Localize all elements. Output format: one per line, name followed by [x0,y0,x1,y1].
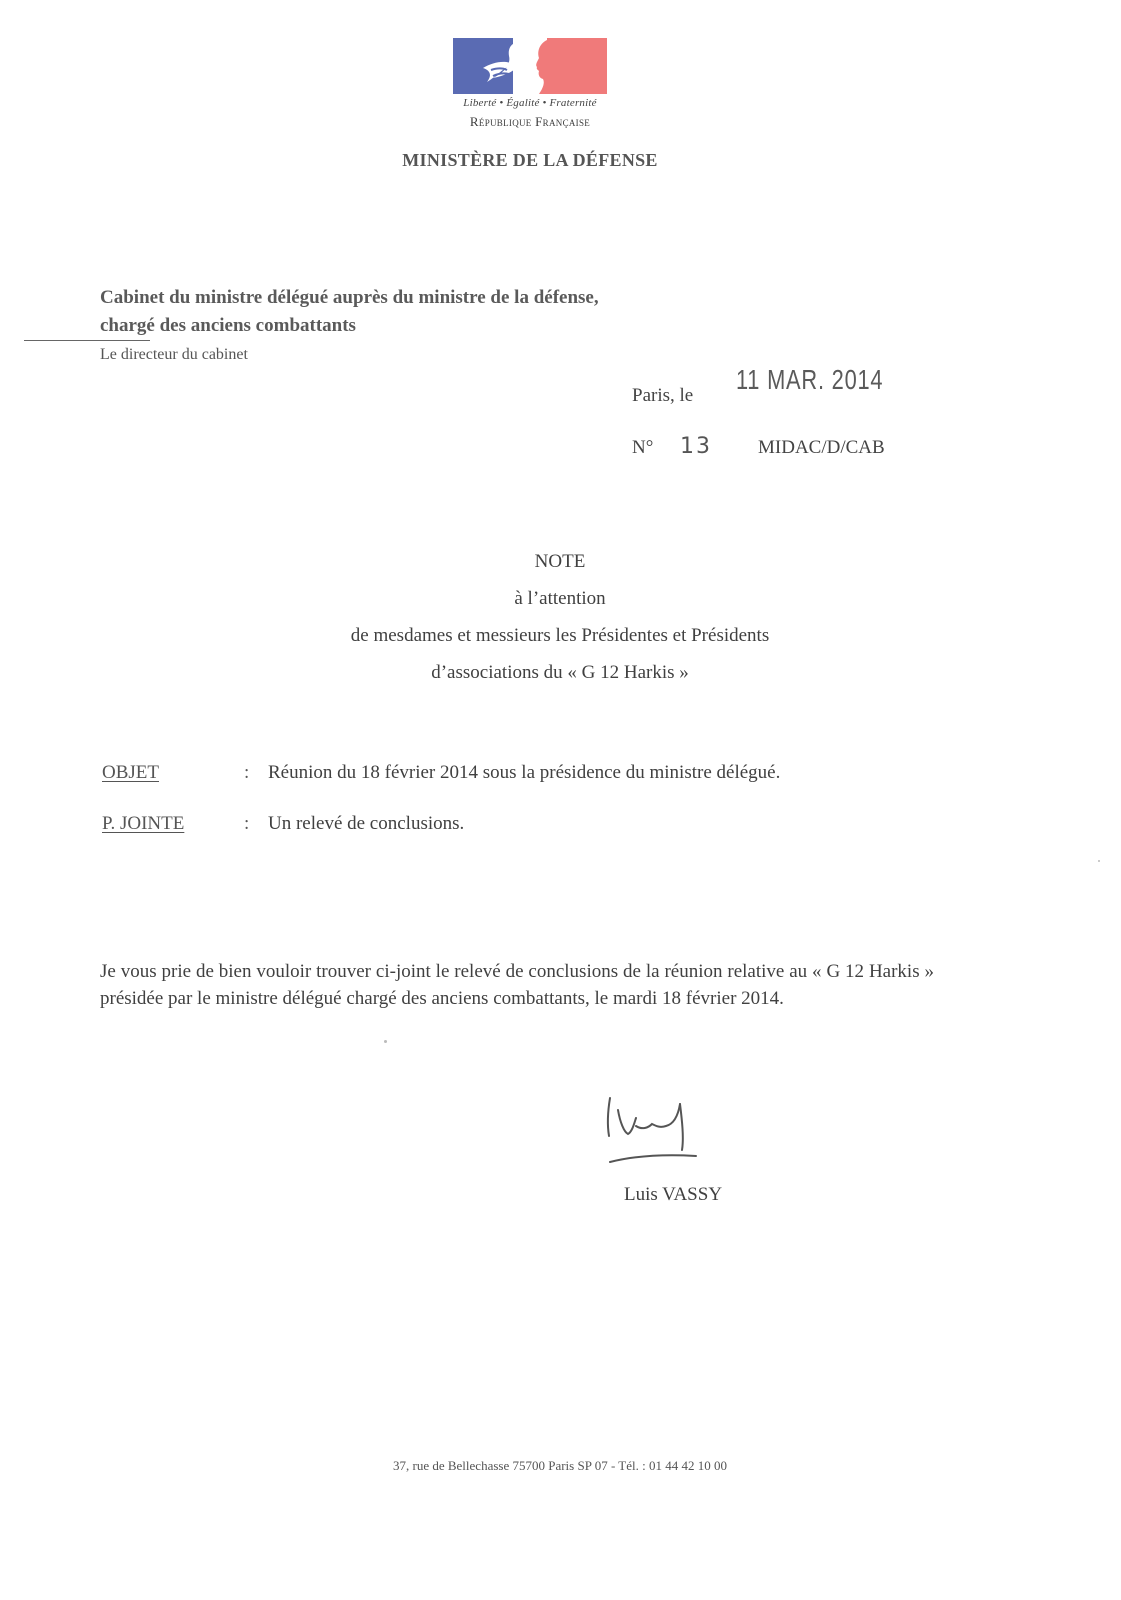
note-addressee-block [150,543,970,691]
object-colon: : [244,762,250,783]
cabinet-divider [24,340,150,341]
body-paragraph: Je vous prie de bien vouloir trouver ci-joint le relevé de conclusions de la réunion relative au « G 12 Harkis » présidée par le ministre délégué chargé des anciens combattants, le mardi 18 février 2014. [100,961,934,1009]
reference-label: N° [632,437,654,458]
note-recipients: de mesdames et messieurs les Présidentes et Présidents [350,625,770,646]
place-label: Paris, le [632,385,694,406]
attachment-value: Un relevé de conclusions. [268,813,465,834]
footer-address: 37, rue de Bellechasse 75700 Paris SP 07 - Tél. : 01 44 42 10 00 [393,1458,727,1473]
object-value: Réunion du 18 février 2014 sous la présidence du ministre délégué. [268,762,781,783]
marianne-logo-icon [453,38,607,94]
note-title: NOTE [534,551,586,572]
cabinet-line-2: chargé des anciens combattants [100,315,356,336]
ministry-title: MINISTÈRE DE LA DÉFENSE [402,150,658,170]
date-stamp: 11 MAR. 2014 [736,364,884,395]
signature-icon [600,1090,710,1175]
scan-speck [1098,860,1100,862]
reference-number: 13 [680,434,712,459]
director-title: Le directeur du cabinet [100,346,248,363]
reference-code: MIDAC/D/CAB [758,437,885,458]
republic-name: République Française [469,114,591,129]
republic-motto: Liberté • Égalité • Fraternité [463,97,597,109]
scan-speck [384,1040,387,1043]
attachment-label: P. JOINTE [102,813,185,834]
cabinet-line-1: Cabinet du ministre délégué auprès du ministre de la défense, [100,287,599,308]
attachment-colon: : [244,813,250,834]
object-label: OBJET [102,762,159,783]
signatory-name: Luis VASSY [624,1184,723,1205]
cabinet-heading [100,284,599,340]
note-attention: à l’attention [514,588,606,609]
note-associations: d’associations du « G 12 Harkis » [431,662,689,683]
